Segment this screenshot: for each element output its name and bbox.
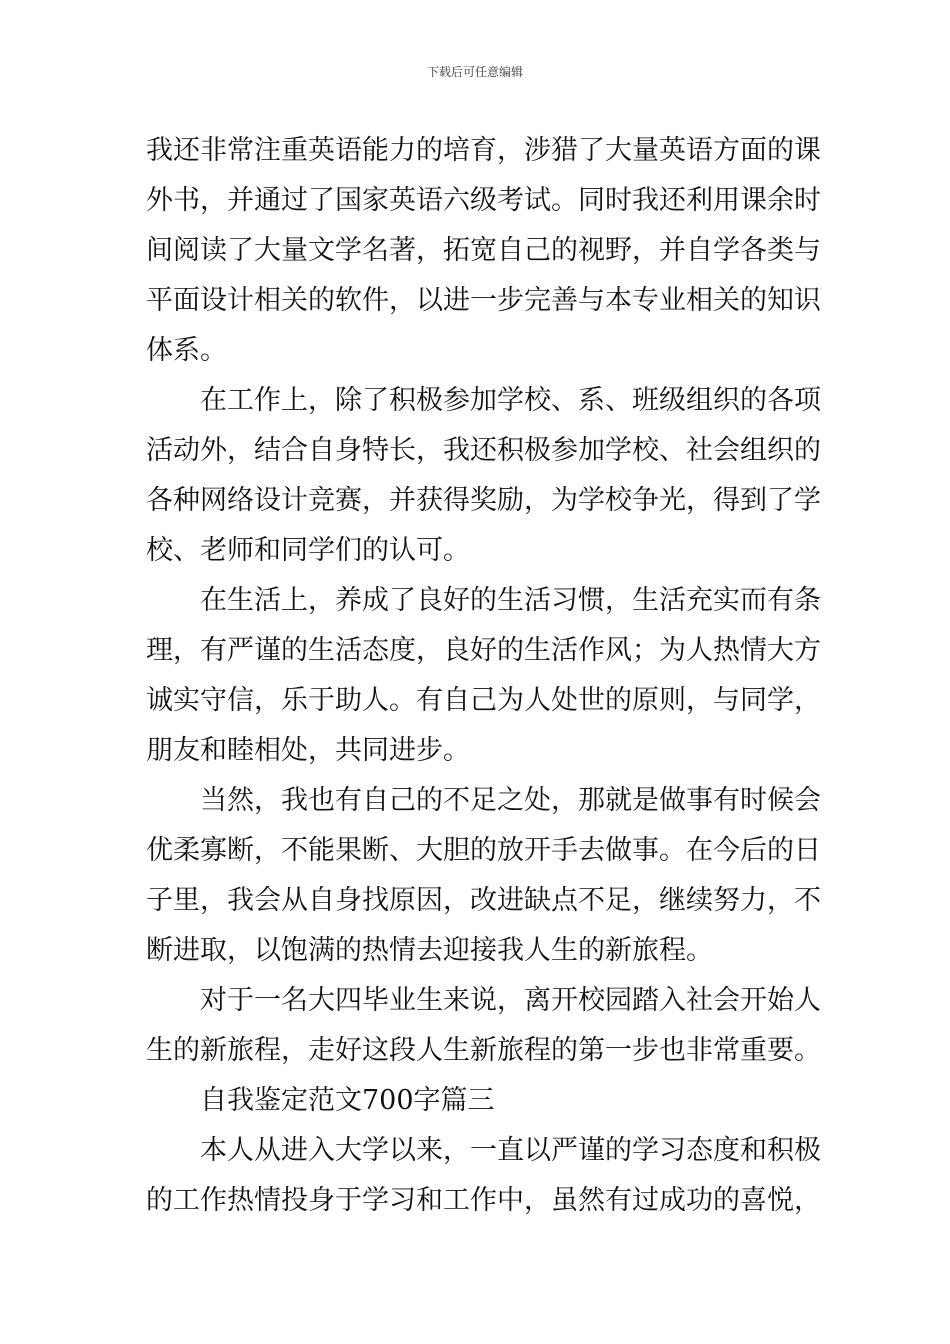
text-line: 的 工 作 热 情 投 身 于 学 习 和 工 作 中 ， 虽 然 有 过 成 功 的 喜 悦 ，	[146, 1185, 821, 1216]
text-line: 在 生 活 上 ， 养 成 了 良 好 的 生 活 习 惯 ， 生 活 充 实 而 有 条	[200, 585, 821, 616]
text-line: 体系。	[146, 335, 227, 366]
text-line: 本 人 从 进 入 大 学 以 来 ， 一 直 以 严 谨 的 学 习 态 度 和 积 极	[200, 1135, 821, 1166]
text-line: 朋友和睦相处，共同进步。	[146, 735, 470, 766]
text-line: 生 的 新 旅 程 ， 走 好 这 段 人 生 新 旅 程 的 第 一 步 也 非 常 重 要 。	[146, 1035, 821, 1066]
text-line: 校、老师和同学们的认可。	[146, 535, 470, 566]
text-line: 子 里 ， 我 会 从 自 身 找 原 因 ， 改 进 缺 点 不 足 ， 继 续 努 力 ， 不	[146, 885, 821, 916]
text-line: 优 柔 寡 断 ， 不 能 果 断 、 大 胆 的 放 开 手 去 做 事 。 在 今 后 的 日	[146, 835, 821, 866]
text-line: 外 书 ， 并 通 过 了 国 家 英 语 六 级 考 试 。 同 时 我 还 利 用 课 余 时	[146, 185, 821, 216]
text-line: 平 面 设 计 相 关 的 软 件 ， 以 进 一 步 完 善 与 本 专 业 相 关 的 知 识	[146, 285, 821, 316]
text-line: 自我鉴定范文700字篇三	[200, 1085, 495, 1116]
text-line: 诚 实 守 信 ， 乐 于 助 人 。 有 自 己 为 人 处 世 的 原 则 ， 与 同 学 ，	[146, 685, 821, 716]
text-line: 理 ， 有 严 谨 的 生 活 态 度 ， 良 好 的 生 活 作 风 ； 为 人 热 情 大 方	[146, 635, 821, 666]
text-line: 各 种 网 络 设 计 竞 赛 ， 并 获 得 奖 励 ， 为 学 校 争 光 ， 得 到 了 学	[146, 485, 821, 516]
text-line: 活 动 外 ， 结 合 自 身 特 长 ， 我 还 积 极 参 加 学 校 、 社 会 组 织 的	[146, 435, 821, 466]
text-line: 对 于 一 名 大 四 毕 业 生 来 说 ， 离 开 校 园 踏 入 社 会 开 始 人	[200, 985, 821, 1016]
text-line: 在 工 作 上 ， 除 了 积 极 参 加 学 校 、 系 、 班 级 组 织 的 各 项	[200, 385, 821, 416]
page-header: 下载后可任意编辑	[426, 65, 523, 79]
text-line: 我 还 非 常 注 重 英 语 能 力 的 培 育 ， 涉 猎 了 大 量 英 语 方 面 的 课	[146, 135, 821, 166]
text-line: 断进取，以饱满的热情去迎接我人生的新旅程。	[146, 935, 713, 966]
text-line: 间 阅 读 了 大 量 文 学 名 著 ， 拓 宽 自 己 的 视 野 ， 并 自 学 各 类 与	[146, 235, 821, 266]
document-body	[146, 126, 821, 1226]
text-line: 当 然 ， 我 也 有 自 己 的 不 足 之 处 ， 那 就 是 做 事 有 时 候 会	[200, 785, 821, 816]
